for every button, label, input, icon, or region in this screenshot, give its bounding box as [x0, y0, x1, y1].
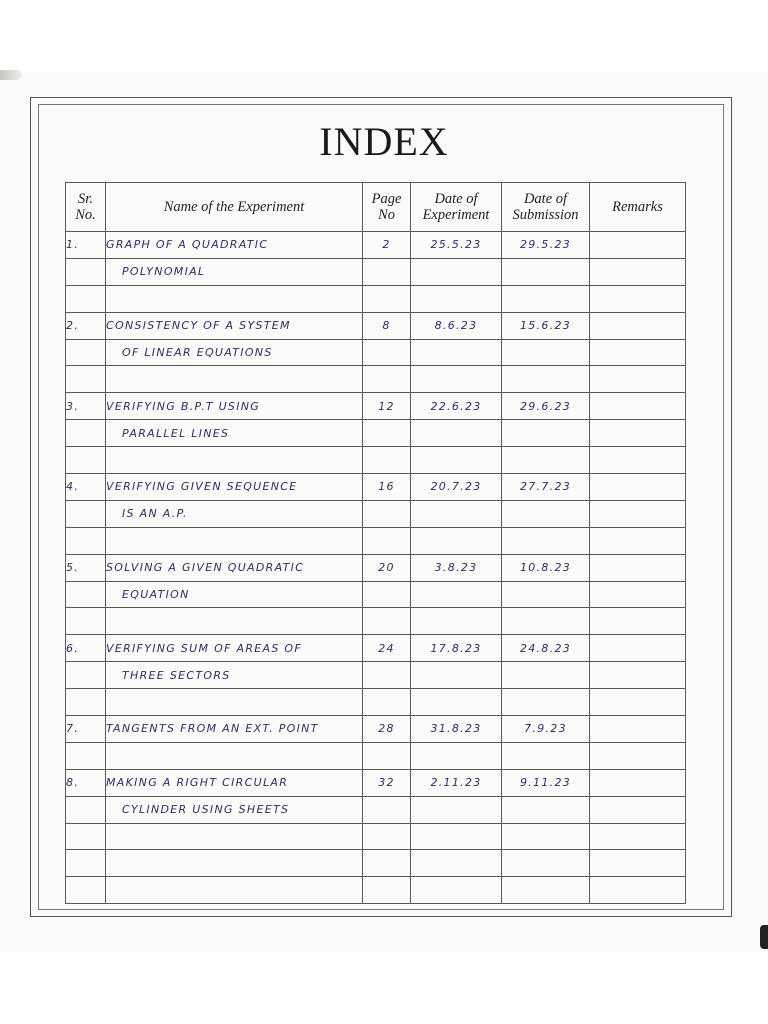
sr-no-cell	[66, 608, 106, 635]
table-row-continued	[66, 581, 686, 608]
experiment-name-cell-text: POLYNOMIAL	[122, 265, 206, 279]
sr-no-cell	[66, 554, 106, 581]
experiment-name-cell	[106, 635, 363, 662]
date-experiment-cell-text: 2.11.23	[430, 776, 482, 790]
page-no-cell	[363, 447, 411, 474]
page-no-cell	[363, 635, 411, 662]
date-submission-cell	[502, 339, 590, 366]
sr-no-cell	[66, 850, 106, 877]
table-row	[66, 393, 686, 420]
remarks-cell	[590, 232, 686, 259]
date-experiment-cell	[411, 420, 502, 447]
remarks-cell	[590, 608, 686, 635]
sr-no-cell	[66, 823, 106, 850]
page-no-cell	[363, 339, 411, 366]
experiment-name-cell-text: MAKING A RIGHT CIRCULAR	[106, 776, 289, 790]
page-no-cell	[363, 527, 411, 554]
remarks-cell	[590, 850, 686, 877]
table-row-continued	[66, 689, 686, 716]
sr-no-cell-text: 6.	[66, 641, 80, 655]
experiment-name-cell	[106, 447, 363, 474]
header-page-no: Page No	[363, 183, 411, 232]
remarks-cell	[590, 285, 686, 312]
remarks-cell	[590, 823, 686, 850]
page-no-cell	[363, 474, 411, 501]
sr-no-cell	[66, 689, 106, 716]
experiment-name-cell	[106, 662, 363, 689]
experiment-name-cell	[106, 742, 363, 769]
page-no-cell	[363, 769, 411, 796]
date-experiment-cell	[411, 689, 502, 716]
experiment-name-cell	[106, 850, 363, 877]
page-title: INDEX	[319, 119, 449, 164]
sr-no-cell	[66, 312, 106, 339]
index-rows	[66, 232, 686, 904]
header-row	[66, 183, 686, 232]
date-submission-cell	[502, 608, 590, 635]
page-no-cell	[363, 796, 411, 823]
date-submission-cell-text: 10.8.23	[519, 561, 572, 575]
sr-no-cell	[66, 500, 106, 527]
page-corner-shadow	[0, 70, 22, 80]
experiment-name-cell-text: CONSISTENCY OF A SYSTEM	[106, 319, 291, 333]
date-experiment-cell	[411, 339, 502, 366]
date-experiment-cell	[411, 285, 502, 312]
date-experiment-cell	[411, 877, 502, 904]
experiment-name-cell	[106, 796, 363, 823]
remarks-cell	[590, 366, 686, 393]
table-row-continued	[66, 500, 686, 527]
table-row-continued	[66, 285, 686, 312]
experiment-name-cell	[106, 232, 363, 259]
date-experiment-cell	[411, 850, 502, 877]
experiment-name-cell	[106, 285, 363, 312]
remarks-cell	[590, 796, 686, 823]
page-no-cell-text: 16	[378, 480, 395, 494]
sr-no-cell-text: 2.	[66, 319, 80, 333]
experiment-name-cell	[106, 393, 363, 420]
date-submission-cell	[502, 635, 590, 662]
table-row-continued	[66, 608, 686, 635]
experiment-name-cell	[106, 312, 363, 339]
remarks-cell	[590, 258, 686, 285]
sr-no-cell	[66, 769, 106, 796]
experiment-name-cell-text: IS AN A.P.	[122, 507, 188, 521]
date-experiment-cell-text: 25.5.23	[430, 238, 482, 252]
experiment-name-cell-text: OF LINEAR EQUATIONS	[122, 346, 273, 359]
remarks-cell	[590, 312, 686, 339]
date-experiment-cell-text: 17.8.23	[430, 641, 482, 655]
table-row-continued	[66, 796, 686, 823]
page-no-cell	[363, 232, 411, 259]
header-sr-no: Sr. No.	[66, 183, 106, 232]
sr-no-cell	[66, 474, 106, 501]
page-no-cell	[363, 312, 411, 339]
date-submission-cell	[502, 312, 590, 339]
page-no-cell	[363, 500, 411, 527]
date-experiment-cell	[411, 742, 502, 769]
date-submission-cell	[502, 285, 590, 312]
date-submission-cell	[502, 742, 590, 769]
remarks-cell	[590, 474, 686, 501]
experiment-name-cell-text: SOLVING A GIVEN QUADRATIC	[106, 561, 305, 575]
experiment-name-cell	[106, 339, 363, 366]
date-experiment-cell	[411, 474, 502, 501]
date-experiment-cell	[411, 823, 502, 850]
remarks-cell	[590, 635, 686, 662]
remarks-cell	[590, 527, 686, 554]
experiment-name-cell-text: THREE SECTORS	[122, 668, 231, 682]
remarks-cell	[590, 339, 686, 366]
index-table	[65, 182, 686, 904]
table-row-continued	[66, 339, 686, 366]
remarks-cell	[590, 769, 686, 796]
experiment-name-cell	[106, 608, 363, 635]
date-submission-cell	[502, 662, 590, 689]
experiment-name-cell	[106, 258, 363, 285]
experiment-name-cell	[106, 769, 363, 796]
remarks-cell	[590, 689, 686, 716]
sr-no-cell	[66, 716, 106, 743]
experiment-name-cell-text: TANGENTS FROM AN EXT. POINT	[106, 722, 319, 736]
date-experiment-cell	[411, 393, 502, 420]
table-row-continued	[66, 742, 686, 769]
sr-no-cell	[66, 796, 106, 823]
table-row	[66, 554, 686, 581]
sr-no-cell-text: 4.	[66, 480, 80, 494]
header-date-submission: Date of Submission	[502, 183, 590, 232]
date-submission-cell	[502, 769, 590, 796]
date-experiment-cell-text: 3.8.23	[434, 561, 478, 575]
sr-no-cell	[66, 662, 106, 689]
date-experiment-cell	[411, 796, 502, 823]
date-experiment-cell-text: 20.7.23	[430, 480, 482, 494]
date-submission-cell	[502, 877, 590, 904]
table-row-continued	[66, 420, 686, 447]
date-experiment-cell	[411, 232, 502, 259]
date-experiment-cell	[411, 554, 502, 581]
page-no-cell	[363, 608, 411, 635]
page-no-cell	[363, 742, 411, 769]
date-submission-cell	[502, 581, 590, 608]
page-no-cell-text: 12	[378, 399, 395, 413]
experiment-name-cell	[106, 420, 363, 447]
page-no-cell-text: 28	[378, 722, 395, 736]
remarks-cell	[590, 554, 686, 581]
date-submission-cell-text: 7.9.23	[524, 722, 567, 736]
date-submission-cell	[502, 366, 590, 393]
page-edge-shadow	[760, 925, 768, 949]
page-no-cell-text: 32	[378, 776, 395, 790]
date-submission-cell	[502, 500, 590, 527]
experiment-name-cell	[106, 366, 363, 393]
date-submission-cell-text: 15.6.23	[519, 319, 572, 333]
experiment-name-cell-text: CYLINDER USING SHEETS	[122, 803, 290, 817]
remarks-cell	[590, 500, 686, 527]
experiment-name-cell	[106, 581, 363, 608]
experiment-name-cell	[106, 474, 363, 501]
experiment-name-cell	[106, 527, 363, 554]
sr-no-cell	[66, 285, 106, 312]
sr-no-cell	[66, 232, 106, 259]
table-row-continued	[66, 447, 686, 474]
experiment-name-cell-text: VERIFYING SUM OF AREAS OF	[106, 641, 303, 655]
table-row	[66, 312, 686, 339]
sr-no-cell	[66, 420, 106, 447]
date-experiment-cell	[411, 716, 502, 743]
header-date-experiment: Date of Experiment	[411, 183, 502, 232]
date-experiment-cell	[411, 500, 502, 527]
date-submission-cell	[502, 447, 590, 474]
sr-no-cell-text: 7.	[66, 722, 80, 736]
date-submission-cell	[502, 420, 590, 447]
date-experiment-cell-text: 31.8.23	[430, 722, 482, 736]
page-no-cell	[363, 554, 411, 581]
table-row	[66, 474, 686, 501]
date-experiment-cell-text: 22.6.23	[430, 399, 482, 413]
page-no-cell	[363, 689, 411, 716]
experiment-name-cell-text: VERIFYING B.P.T USING	[106, 399, 261, 413]
page-no-cell-text: 2	[382, 238, 391, 252]
sr-no-cell-text: 5.	[66, 561, 80, 575]
page-no-cell	[363, 581, 411, 608]
date-experiment-cell	[411, 527, 502, 554]
header-remarks: Remarks	[590, 183, 686, 232]
page-no-cell-text: 8	[382, 319, 391, 333]
date-submission-cell	[502, 527, 590, 554]
page-no-cell	[363, 258, 411, 285]
date-experiment-cell	[411, 258, 502, 285]
remarks-cell	[590, 393, 686, 420]
date-experiment-cell	[411, 581, 502, 608]
date-submission-cell-text: 27.7.23	[519, 480, 572, 494]
page-no-cell	[363, 662, 411, 689]
sr-no-cell	[66, 742, 106, 769]
sr-no-cell	[66, 258, 106, 285]
sr-no-cell	[66, 393, 106, 420]
date-experiment-cell	[411, 312, 502, 339]
page-no-cell	[363, 285, 411, 312]
page-no-cell	[363, 850, 411, 877]
date-submission-cell-text: 29.6.23	[519, 399, 572, 413]
date-experiment-cell	[411, 366, 502, 393]
date-submission-cell	[502, 689, 590, 716]
experiment-name-cell	[106, 716, 363, 743]
remarks-cell	[590, 742, 686, 769]
experiment-name-cell	[106, 554, 363, 581]
table-row	[66, 232, 686, 259]
date-submission-cell-text: 29.5.23	[519, 238, 572, 252]
date-submission-cell-text: 9.11.23	[519, 776, 572, 790]
table-row-continued	[66, 527, 686, 554]
experiment-name-cell-text: VERIFYING GIVEN SEQUENCE	[106, 480, 298, 494]
sr-no-cell	[66, 877, 106, 904]
table-row-continued	[66, 662, 686, 689]
blank-row	[66, 877, 686, 904]
sr-no-cell	[66, 339, 106, 366]
page-no-cell	[363, 420, 411, 447]
sr-no-cell	[66, 366, 106, 393]
remarks-cell	[590, 420, 686, 447]
date-experiment-cell	[411, 447, 502, 474]
sr-no-cell-text: 8.	[66, 776, 80, 790]
sr-no-cell	[66, 527, 106, 554]
remarks-cell	[590, 877, 686, 904]
page-no-cell	[363, 877, 411, 904]
date-experiment-cell	[411, 635, 502, 662]
remarks-cell	[590, 581, 686, 608]
date-experiment-cell	[411, 769, 502, 796]
date-experiment-cell-text: 8.6.23	[434, 319, 478, 333]
blank-row	[66, 850, 686, 877]
date-submission-cell	[502, 232, 590, 259]
header-name: Name of the Experiment	[106, 183, 363, 232]
experiment-name-cell-text: EQUATION	[122, 588, 190, 602]
date-submission-cell	[502, 850, 590, 877]
sr-no-cell	[66, 447, 106, 474]
table-row-continued	[66, 366, 686, 393]
page-no-cell-text: 20	[378, 561, 395, 575]
blank-row	[66, 823, 686, 850]
table-row-continued	[66, 258, 686, 285]
experiment-name-cell-text: GRAPH OF A QUADRATIC	[106, 238, 269, 252]
remarks-cell	[590, 447, 686, 474]
experiment-name-cell	[106, 823, 363, 850]
remarks-cell	[590, 716, 686, 743]
date-submission-cell	[502, 554, 590, 581]
date-submission-cell	[502, 796, 590, 823]
sr-no-cell	[66, 581, 106, 608]
sr-no-cell	[66, 635, 106, 662]
date-submission-cell	[502, 474, 590, 501]
table-row	[66, 716, 686, 743]
experiment-name-cell	[106, 689, 363, 716]
experiment-name-cell	[106, 500, 363, 527]
sr-no-cell-text: 1.	[66, 238, 80, 252]
experiment-name-cell	[106, 877, 363, 904]
sr-no-cell-text: 3.	[66, 399, 80, 413]
date-submission-cell	[502, 258, 590, 285]
table-row	[66, 635, 686, 662]
date-experiment-cell	[411, 662, 502, 689]
page-no-cell-text: 24	[378, 641, 395, 655]
remarks-cell	[590, 662, 686, 689]
page-no-cell	[363, 366, 411, 393]
page-no-cell	[363, 393, 411, 420]
date-submission-cell	[502, 393, 590, 420]
date-experiment-cell	[411, 608, 502, 635]
page-no-cell	[363, 823, 411, 850]
date-submission-cell-text: 24.8.23	[519, 641, 572, 655]
table-row	[66, 769, 686, 796]
date-submission-cell	[502, 716, 590, 743]
page-no-cell	[363, 716, 411, 743]
experiment-name-cell-text: PARALLEL LINES	[122, 426, 230, 440]
date-submission-cell	[502, 823, 590, 850]
